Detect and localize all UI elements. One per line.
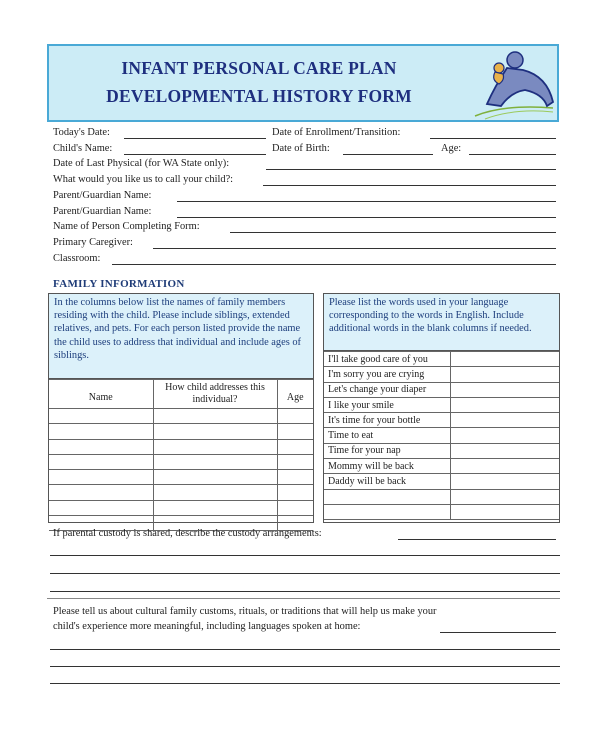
translation-cell[interactable] xyxy=(450,443,559,458)
primary-caregiver-label: Primary Caregiver: xyxy=(53,237,133,248)
table-row xyxy=(49,424,313,439)
name-cell[interactable] xyxy=(49,500,153,515)
custody-answer-field[interactable] xyxy=(398,539,556,540)
custody-answer-line[interactable] xyxy=(50,591,560,592)
todays-date-label: Today's Date: xyxy=(53,127,110,138)
cultural-question-line2: child's experience more meaningful, including languages spoken at home: xyxy=(53,621,361,632)
phrase-cell: I'm sorry you are crying xyxy=(324,367,450,382)
name-cell[interactable] xyxy=(49,454,153,469)
table-row xyxy=(324,474,559,489)
col-header-address: How child addresses this individual? xyxy=(153,380,277,409)
table-row xyxy=(324,504,559,519)
address-cell[interactable] xyxy=(153,470,277,485)
dob-field[interactable] xyxy=(343,154,433,155)
parent-guardian-1-label: Parent/Guardian Name: xyxy=(53,190,152,201)
childs-name-field[interactable] xyxy=(124,154,266,155)
parent-guardian-1-field[interactable] xyxy=(177,201,556,202)
translation-cell[interactable] xyxy=(450,397,559,412)
table-row xyxy=(49,470,313,485)
name-cell[interactable] xyxy=(49,424,153,439)
family-grid xyxy=(49,379,313,531)
address-cell[interactable] xyxy=(153,409,277,424)
custody-answer-line[interactable] xyxy=(50,555,560,556)
family-members-table xyxy=(48,293,314,523)
table-row xyxy=(324,382,559,397)
classroom-label: Classroom: xyxy=(53,253,101,264)
translation-cell[interactable] xyxy=(450,474,559,489)
family-information-heading: FAMILY INFORMATION xyxy=(53,278,185,290)
family-instructions: In the columns below list the names of family members residing with the child. Please include siblings, extended relatives, and pets. For each person listed provide the name the child uses to address that individual and include ages of siblings. xyxy=(49,294,313,379)
form-title-line1: INFANT PERSONAL CARE PLAN xyxy=(121,58,397,78)
primary-caregiver-field[interactable] xyxy=(153,248,556,249)
table-row xyxy=(49,500,313,515)
phrase-cell: I'll take good care of you xyxy=(324,352,450,367)
translation-cell[interactable] xyxy=(450,352,559,367)
age-cell[interactable] xyxy=(277,439,313,454)
table-row xyxy=(49,409,313,424)
childs-name-label: Child's Name: xyxy=(53,143,113,154)
translation-cell[interactable] xyxy=(450,413,559,428)
phrase-cell: Time for your nap xyxy=(324,443,450,458)
col-header-age: Age xyxy=(277,380,313,409)
translation-cell[interactable] xyxy=(450,367,559,382)
table-row xyxy=(49,454,313,469)
cultural-answer-line[interactable] xyxy=(50,683,560,684)
phrase-cell: Daddy will be back xyxy=(324,474,450,489)
translation-cell[interactable] xyxy=(450,428,559,443)
cultural-answer-line[interactable] xyxy=(50,666,560,667)
parent-guardian-2-label: Parent/Guardian Name: xyxy=(53,206,152,217)
call-child-label: What would you like us to call your child?: xyxy=(53,174,234,185)
translation-cell[interactable] xyxy=(450,504,559,519)
parent-guardian-2-field[interactable] xyxy=(177,217,556,218)
cultural-question-line1: Please tell us about cultural family customs, rituals, or traditions that will help us make your xyxy=(53,606,437,617)
name-cell[interactable] xyxy=(49,470,153,485)
age-cell[interactable] xyxy=(277,409,313,424)
table-row xyxy=(49,439,313,454)
last-physical-field[interactable] xyxy=(266,169,556,170)
enrollment-date-label: Date of Enrollment/Transition: xyxy=(272,127,401,138)
phrase-cell: Let's change your diaper xyxy=(324,382,450,397)
age-label: Age: xyxy=(441,143,462,154)
phrase-cell: I like your smile xyxy=(324,397,450,412)
table-row xyxy=(324,413,559,428)
classroom-field[interactable] xyxy=(112,264,556,265)
phrase-cell: Time to eat xyxy=(324,428,450,443)
cultural-answer-field[interactable] xyxy=(440,632,556,633)
age-cell[interactable] xyxy=(277,454,313,469)
address-cell[interactable] xyxy=(153,424,277,439)
address-cell[interactable] xyxy=(153,439,277,454)
table-row xyxy=(324,489,559,504)
cultural-answer-line[interactable] xyxy=(50,649,560,650)
translation-cell[interactable] xyxy=(450,382,559,397)
age-cell[interactable] xyxy=(277,485,313,500)
table-row xyxy=(324,367,559,382)
words-grid xyxy=(324,351,559,520)
age-field[interactable] xyxy=(469,154,556,155)
address-cell[interactable] xyxy=(153,500,277,515)
translation-cell[interactable] xyxy=(450,489,559,504)
child-head xyxy=(494,63,504,73)
phrase-cell-blank[interactable] xyxy=(324,489,450,504)
parent-holding-child-illustration xyxy=(455,46,555,122)
age-cell[interactable] xyxy=(277,500,313,515)
phrase-cell: Mommy will be back xyxy=(324,459,450,474)
custody-answer-line[interactable] xyxy=(50,573,560,574)
table-row xyxy=(324,443,559,458)
phrase-cell-blank[interactable] xyxy=(324,504,450,519)
phrase-cell: It's time for your bottle xyxy=(324,413,450,428)
name-cell[interactable] xyxy=(49,439,153,454)
name-cell[interactable] xyxy=(49,485,153,500)
person-completing-label: Name of Person Completing Form: xyxy=(53,221,200,232)
table-row xyxy=(49,485,313,500)
form-title-line2: DEVELOPMENTAL HISTORY FORM xyxy=(106,86,412,106)
ground-line-2 xyxy=(485,111,553,119)
enrollment-date-field[interactable] xyxy=(430,138,556,139)
custody-question: If parental custody is shared, describe the custody arrangements: xyxy=(53,528,322,539)
table-row xyxy=(324,397,559,412)
address-cell[interactable] xyxy=(153,485,277,500)
language-instructions: Please list the words used in your language corresponding to the words in English. Include additional words in the blank columns if needed. xyxy=(324,294,559,351)
name-cell[interactable] xyxy=(49,409,153,424)
dob-label: Date of Birth: xyxy=(272,143,330,154)
translation-cell[interactable] xyxy=(450,459,559,474)
parent-head xyxy=(507,52,523,68)
table-row xyxy=(324,459,559,474)
section-divider xyxy=(47,598,560,599)
table-row xyxy=(324,352,559,367)
todays-date-field[interactable] xyxy=(124,138,266,139)
age-cell[interactable] xyxy=(277,424,313,439)
last-physical-label: Date of Last Physical (for WA State only): xyxy=(53,158,230,169)
language-words-table xyxy=(323,293,560,523)
address-cell[interactable] xyxy=(153,454,277,469)
person-completing-field[interactable] xyxy=(230,232,556,233)
call-child-field[interactable] xyxy=(263,185,556,186)
col-header-name: Name xyxy=(49,380,153,409)
form-header xyxy=(47,44,559,122)
table-row xyxy=(324,428,559,443)
age-cell[interactable] xyxy=(277,470,313,485)
